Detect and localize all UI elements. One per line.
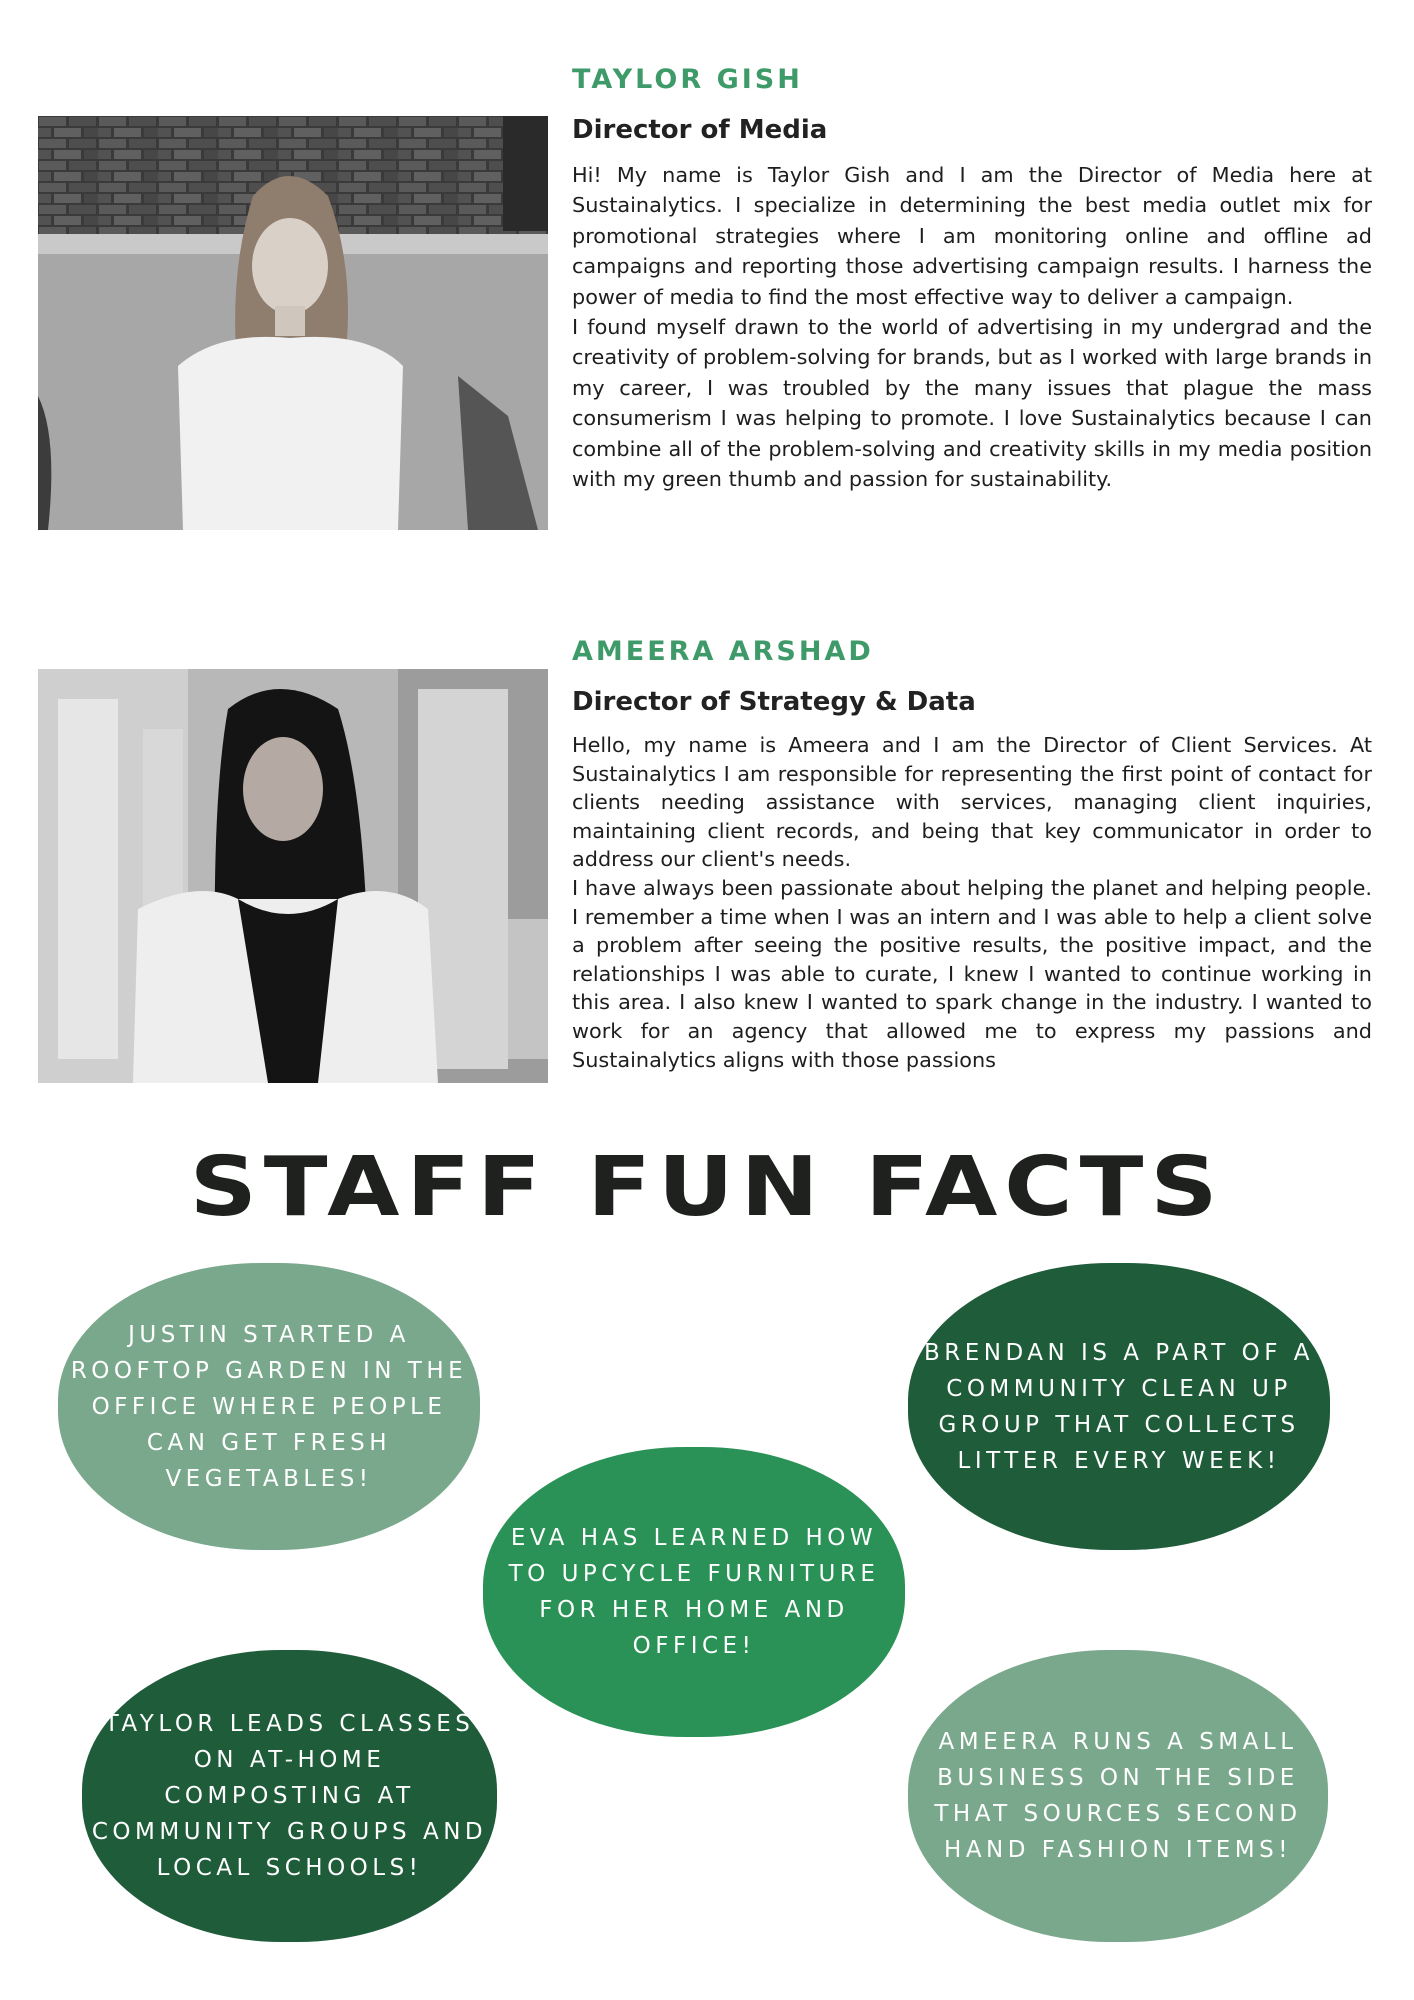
fun-facts-heading: STAFF FUN FACTS [189,1140,1225,1235]
fun-fact-bubble-eva [483,1447,905,1737]
fun-fact-bubble-justin [58,1263,480,1550]
ameera-arshad-bio [572,731,1372,1074]
fun-fact-text: AMEERA RUNS A SMALL BUSINESS ON THE SIDE THAT SOURCES SECOND HAND FASHION ITEMS! [934,1729,1302,1863]
taylor-gish-bio [572,160,1372,494]
fun-fact-bubble-taylor [82,1650,497,1942]
bio-paragraph: Hi! My name is Taylor Gish and I am the Director of Media here at Sustainalytics. I specialize in determining the best media outlet mix for promotional strategies where I am monitoring online and offline ad campaigns and reporting those advertising campaign results. I harness the power of media to find the most effective way to deliver a campaign. [572,163,1372,309]
fun-fact-bubble-brendan [908,1263,1330,1550]
fun-fact-text: JUSTIN STARTED A ROOFTOP GARDEN IN THE OFFICE WHERE PEOPLE CAN GET FRESH VEGETABLES! [70,1321,468,1492]
bio-paragraph: Hello, my name is Ameera and I am the Director of Client Services. At Sustainalytics I am responsible for representing the first point of contact for clients needing assistance with services, managing client inquiries, maintaining client records, and being that key communicator in order to address our client's needs. [572,733,1372,872]
taylor-gish-name: TAYLOR GISH [572,64,803,95]
bio-paragraph: I found myself drawn to the world of advertising in my undergrad and the creativity of problem-solving for brands, but as I worked with large brands in my career, I was troubled by the many issues that plague the mass consumerism I was helping to promote. I love Sustainalytics because I can combine all of the problem-solving and creativity skills in my media position with my green thumb and passion for sustainability. [572,315,1372,492]
taylor-gish-photo [38,116,548,530]
ameera-arshad-name: AMEERA ARSHAD [572,636,874,667]
fun-fact-text: BRENDAN IS A PART OF A COMMUNITY CLEAN UP GROUP THAT COLLECTS LITTER EVERY WEEK! [924,1339,1314,1474]
fun-fact-text: TAYLOR LEADS CLASSES ON AT-HOME COMPOSTING AT COMMUNITY GROUPS AND LOCAL SCHOOLS! [91,1711,488,1881]
fun-fact-text: EVA HAS LEARNED HOW TO UPCYCLE FURNITURE FOR HER HOME AND OFFICE! [508,1525,880,1659]
fun-fact-bubble-ameera [908,1650,1328,1942]
ameera-arshad-photo [38,669,548,1083]
ameera-arshad-title: Director of Strategy & Data [572,687,976,717]
bio-paragraph: I have always been passionate about helping the planet and helping people. I remember a time when I was an intern and I was able to help a client solve a problem after seeing the positive results, the positive impact, and the relationships I was able to curate, I knew I wanted to continue working in this area. I also knew I wanted to spark change in the industry. I wanted to work for an agency that allowed me to express my passions and Sustainalytics aligns with those passions [572,875,1372,1072]
taylor-gish-title: Director of Media [572,115,828,145]
